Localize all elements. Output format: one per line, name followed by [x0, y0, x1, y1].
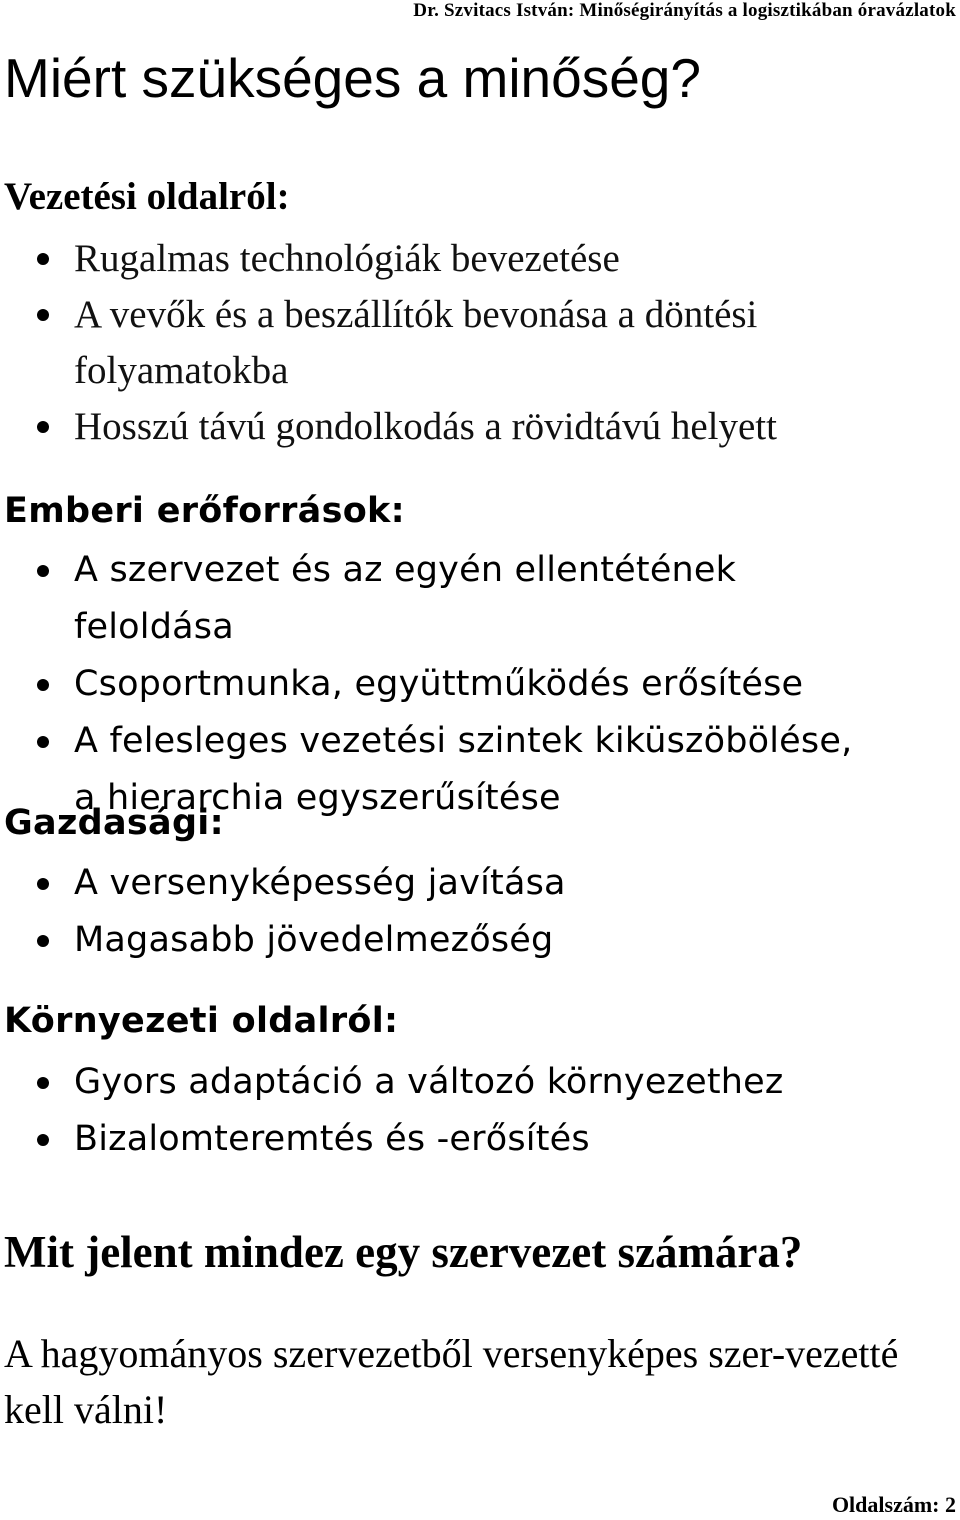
- list-gazdasagi: [0, 855, 880, 969]
- list-item: [0, 399, 880, 455]
- running-header: Dr. Szvitacs István: Minőségirányítás a logisztikában óravázlatok: [413, 0, 956, 21]
- section-heading-emberi: Emberi erőforrások:: [4, 491, 405, 531]
- bullet-icon: [37, 565, 49, 577]
- page-title: Miért szükséges a minőség?: [4, 47, 701, 109]
- list-item-text: Rugalmas technológiák bevezetése: [74, 237, 620, 280]
- bullet-icon: [37, 253, 49, 265]
- section-heading-gazdasagi: Gazdasági:: [4, 803, 224, 843]
- list-emberi: [0, 542, 880, 827]
- bullet-icon: [37, 1077, 49, 1089]
- question-heading: Mit jelent mindez egy szervezet számára?: [4, 1227, 803, 1277]
- list-item: [0, 855, 880, 912]
- list-item-text: A vevők és a beszállítók bevonása a döntési folyamatokba: [74, 293, 758, 392]
- section-heading-vezetesi: Vezetési oldalról:: [4, 175, 290, 218]
- section-heading-kornyezeti: Környezeti oldalról:: [4, 1001, 399, 1041]
- list-item-text: Magasabb jövedelmezőség: [74, 920, 554, 960]
- bullet-icon: [37, 1134, 49, 1146]
- conclusion-text: A hagyományos szervezetből versenyképes szer-vezetté kell válni!: [4, 1331, 899, 1432]
- list-item: [0, 542, 880, 656]
- list-item-text: Hosszú távú gondolkodás a rövidtávú helyett: [74, 405, 777, 448]
- list-item-text: Gyors adaptáció a változó környezethez: [74, 1062, 784, 1102]
- list-item: [0, 656, 880, 713]
- list-vezetesi: [0, 231, 880, 455]
- list-item: [0, 287, 880, 399]
- list-item-text: Csoportmunka, együttműködés erősítése: [74, 664, 804, 704]
- list-item-text: A szervezet és az egyén ellentétének feloldása: [74, 550, 737, 647]
- list-item-text: A felesleges vezetési szintek kiküszöbölése, a hierarchia egyszerűsítése: [74, 721, 853, 818]
- list-item: [0, 912, 880, 969]
- bullet-icon: [37, 736, 49, 748]
- bullet-icon: [37, 421, 49, 433]
- list-item-text: Bizalomteremtés és -erősítés: [74, 1119, 590, 1159]
- list-item: [0, 1054, 880, 1111]
- list-item: [0, 231, 880, 287]
- list-item-text: A versenyképesség javítása: [74, 863, 566, 903]
- bullet-icon: [37, 309, 49, 321]
- list-item: [0, 1111, 880, 1168]
- bullet-icon: [37, 878, 49, 890]
- bullet-icon: [37, 935, 49, 947]
- list-kornyezeti: [0, 1054, 880, 1168]
- page-number: Oldalszám: 2: [831, 1492, 956, 1517]
- bullet-icon: [37, 679, 49, 691]
